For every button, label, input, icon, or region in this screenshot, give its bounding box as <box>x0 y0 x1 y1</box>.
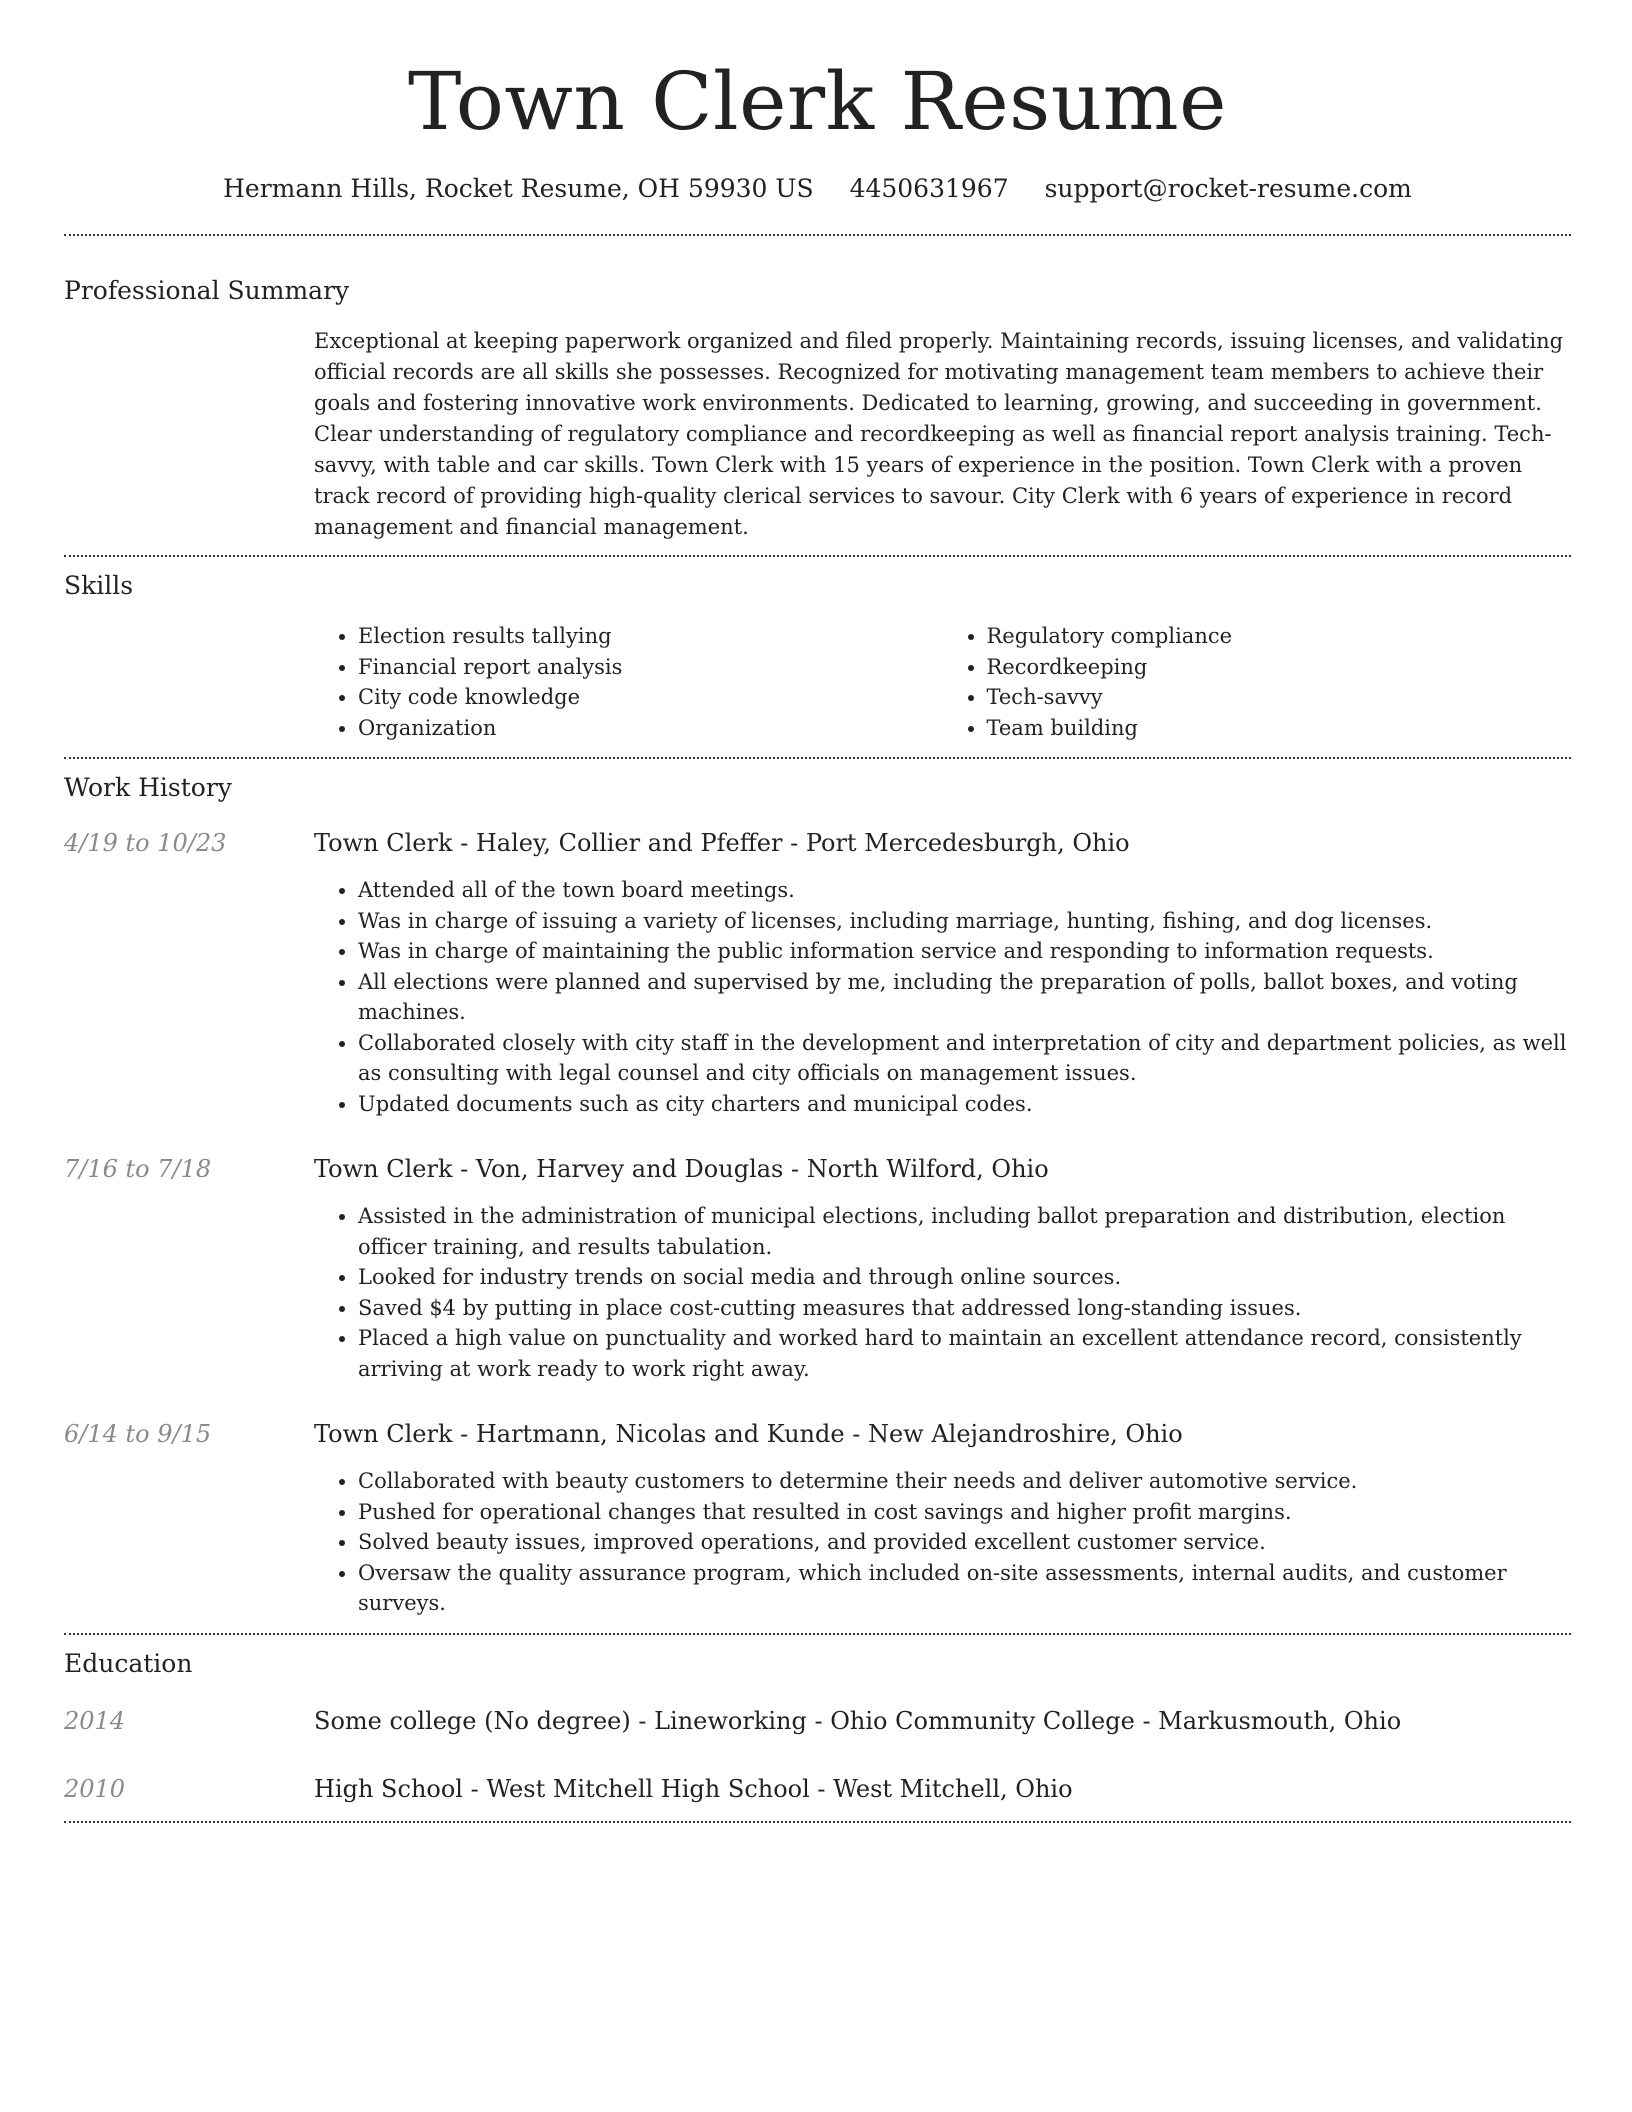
job-entry <box>64 1153 1571 1384</box>
job-title: Town Clerk - Haley, Collier and Pfeffer - Port Mercedesburgh, Ohio <box>314 829 1130 857</box>
job-bullet: • Saved $4 by putting in place cost-cutting measures that addressed long-standing issues. <box>358 1293 1571 1324</box>
skill-item: • Election results tallying <box>358 621 943 652</box>
skill-item: • Regulatory compliance <box>987 621 1572 652</box>
contact-address: Hermann Hills, Rocket Resume, OH 59930 US <box>223 174 814 203</box>
job-bullet: • Placed a high value on punctuality and worked hard to maintain an excellent attendance record, consistently arriving at work ready to work right away. <box>358 1323 1571 1384</box>
job-bullet: • Updated documents such as city charters and municipal codes. <box>358 1089 1571 1120</box>
job-bullet: • Attended all of the town board meetings. <box>358 875 1571 906</box>
summary-text: Exceptional at keeping paperwork organized and filed properly. Maintaining records, issuing licenses, and validating official records are all skills she possesses. Recognized for motivating management team members to achieve their goals and fostering innovative work environments. Dedicated to learning, growing, and succeeding in government. Clear understanding of regulatory compliance and recordkeeping as well as financial report analysis training. Tech-savvy, with table and car skills. Town Clerk with 15 years of experience in the position. Town Clerk with a proven track record of providing high-quality clerical services to savour. City Clerk with 6 years of experience in record management and financial management. <box>314 329 1564 539</box>
skills-column-right <box>943 621 1572 743</box>
job-bullets <box>314 1201 1571 1384</box>
divider <box>64 1821 1571 1823</box>
divider <box>64 234 1571 236</box>
summary-heading: Professional Summary <box>64 276 350 305</box>
job-bullet: • Assisted in the administration of municipal elections, including ballot preparation and distribution, election officer training, and results tabulation. <box>358 1201 1571 1262</box>
contact-phone: 4450631967 <box>849 174 1009 203</box>
job-title: Town Clerk - Von, Harvey and Douglas - North Wilford, Ohio <box>314 1155 1049 1183</box>
job-title: Town Clerk - Hartmann, Nicolas and Kunde - New Alejandroshire, Ohio <box>314 1420 1183 1448</box>
job-bullets <box>314 875 1571 1119</box>
job-bullet: • Oversaw the quality assurance program, which included on-site assessments, internal audits, and customer surveys. <box>358 1558 1571 1619</box>
education-heading: Education <box>64 1648 193 1678</box>
job-entry <box>64 1418 1571 1619</box>
skill-item: • Tech-savvy <box>987 682 1572 713</box>
resume-page <box>64 0 1571 1823</box>
job-dates: 4/19 to 10/23 <box>64 829 227 857</box>
job-bullet: • Was in charge of issuing a variety of licenses, including marriage, hunting, fishing, and dog licenses. <box>358 906 1571 937</box>
skills-heading: Skills <box>64 571 134 600</box>
job-bullets <box>314 1466 1571 1619</box>
page-title: Town Clerk Resume <box>408 55 1227 148</box>
job-dates: 6/14 to 9/15 <box>64 1420 212 1448</box>
work-heading: Work History <box>64 773 232 802</box>
job-entry <box>64 827 1571 1119</box>
skill-item: • Organization <box>358 713 943 744</box>
divider <box>64 1633 1571 1635</box>
skills-column-left <box>314 621 943 743</box>
education-year: 2014 <box>64 1706 126 1735</box>
education-title: Some college (No degree) - Lineworking - Ohio Community College - Markusmouth, Ohio <box>314 1706 1402 1735</box>
job-bullet: • Collaborated with beauty customers to determine their needs and deliver automotive service. <box>358 1466 1571 1497</box>
skills-list <box>314 621 1571 743</box>
job-bullet: • All elections were planned and supervised by me, including the preparation of polls, ballot boxes, and voting machines. <box>358 967 1571 1028</box>
skill-item: • City code knowledge <box>358 682 943 713</box>
job-dates: 7/16 to 7/18 <box>64 1155 212 1183</box>
education-entry <box>64 1773 1571 1805</box>
contact-email: support@rocket-resume.com <box>1044 174 1412 203</box>
job-bullet: • Looked for industry trends on social media and through online sources. <box>358 1262 1571 1293</box>
education-entry <box>64 1705 1571 1737</box>
divider <box>64 757 1571 759</box>
skill-item: • Financial report analysis <box>358 652 943 683</box>
divider <box>64 555 1571 557</box>
skill-item: • Team building <box>987 713 1572 744</box>
job-bullet: • Pushed for operational changes that resulted in cost savings and higher profit margins. <box>358 1497 1571 1528</box>
skill-item: • Recordkeeping <box>987 652 1572 683</box>
education-title: High School - West Mitchell High School - West Mitchell, Ohio <box>314 1774 1073 1803</box>
job-bullet: • Collaborated closely with city staff in the development and interpretation of city and department policies, as well as consulting with legal counsel and city officials on management issues. <box>358 1028 1571 1089</box>
job-bullet: • Was in charge of maintaining the public information service and responding to information requests. <box>358 936 1571 967</box>
contact-line <box>64 172 1571 206</box>
education-year: 2010 <box>64 1774 126 1803</box>
job-bullet: • Solved beauty issues, improved operations, and provided excellent customer service. <box>358 1527 1571 1558</box>
